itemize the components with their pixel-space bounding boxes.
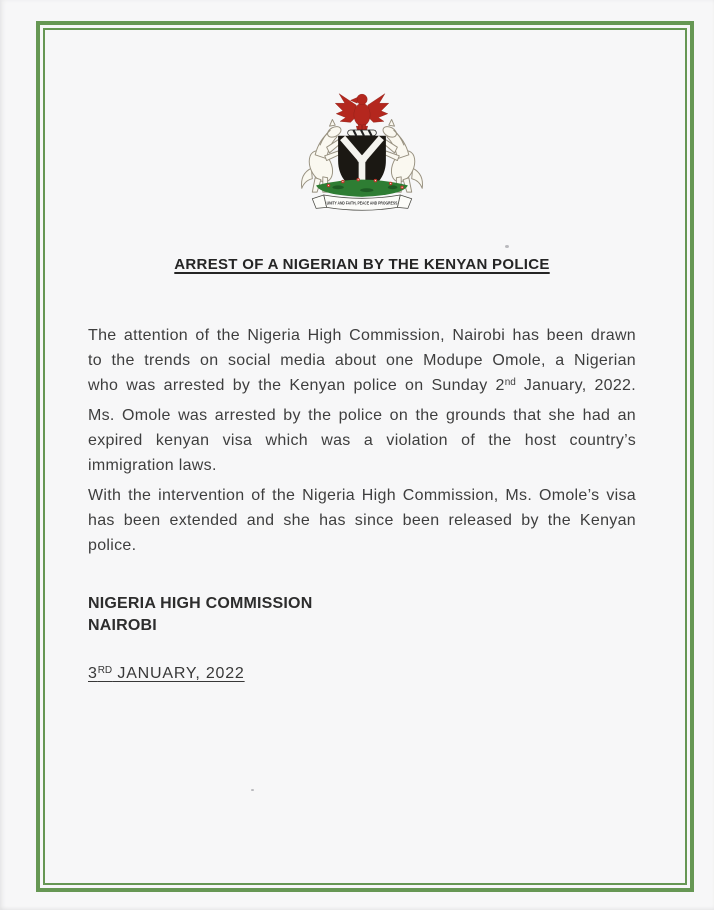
letter-content: [45, 30, 685, 883]
paragraph-2: [88, 403, 636, 478]
grass-mound-icon: [316, 178, 408, 197]
decorative-border: [36, 21, 694, 892]
text-line: immigration laws.: [88, 457, 217, 474]
paragraph-3: [88, 483, 636, 558]
letterhead: [88, 86, 636, 216]
motto-text: UNITY AND FAITH, PEACE AND PROGRESS: [326, 200, 398, 206]
signature-block: [88, 593, 636, 637]
decorative-border-inner: [43, 28, 687, 885]
text-line: to the trends on social media about one Modupe Omole, a Nigerian: [88, 352, 636, 369]
document-title: ARREST OF A NIGERIAN BY THE KENYAN POLICE: [174, 256, 550, 273]
text-line: [88, 373, 636, 398]
ordinal-superscript: nd: [504, 377, 516, 388]
signature-org: NIGERIA HIGH COMMISSION: [88, 595, 313, 612]
text-segment: who was arrested by the Kenyan police on Sunday 2: [88, 377, 505, 394]
date-day: 3: [88, 665, 98, 682]
horse-left-icon: [302, 119, 343, 192]
letter-body: [88, 323, 636, 558]
text-line: police.: [88, 537, 137, 554]
date-rest: JANUARY, 2022: [112, 665, 245, 682]
horse-right-icon: [381, 119, 422, 192]
text-segment: January, 2022.: [515, 377, 636, 394]
date-text: [88, 665, 245, 682]
text-line: With the intervention of the Nigeria High Commission, Ms. Omole’s visa: [88, 487, 636, 504]
signature-city: NAIROBI: [88, 617, 157, 634]
text-line: Ms. Omole was arrested by the police on the grounds that she had an: [88, 407, 636, 424]
text-line: has been extended and she has since been released by the Kenyan: [88, 512, 636, 529]
date-line: [88, 663, 636, 685]
wreath-icon: [348, 130, 377, 136]
paragraph-1: [88, 323, 636, 398]
motto-banner: [312, 195, 411, 210]
nigeria-coat-of-arms-icon: [295, 86, 429, 216]
text-line: expired kenyan visa which was a violation of the host country’s: [88, 432, 636, 449]
date-ordinal-superscript: RD: [97, 665, 113, 676]
text-line: The attention of the Nigeria High Commission, Nairobi has been drawn: [88, 327, 636, 344]
